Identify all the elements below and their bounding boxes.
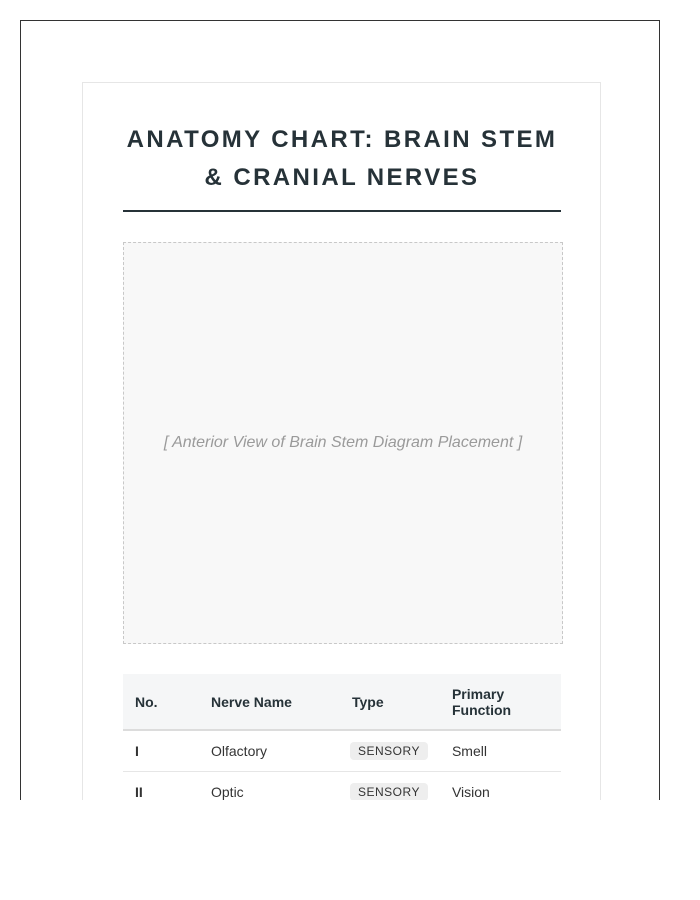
diagram-placeholder-text: [ Anterior View of Brain Stem Diagram Placement ]	[163, 434, 523, 451]
header-type: Type	[340, 674, 440, 730]
anatomy-chart-card	[82, 82, 601, 800]
type-badge: SENSORY	[350, 742, 428, 760]
nerve-function: Smell	[440, 730, 561, 771]
nerve-type-cell	[340, 771, 440, 800]
table-row	[123, 730, 561, 771]
nerve-type-cell	[340, 730, 440, 771]
page-title: ANATOMY CHART: BRAIN STEM & CRANIAL NERVES	[126, 126, 558, 191]
diagram-placeholder	[123, 242, 563, 644]
nerve-name: Olfactory	[199, 730, 340, 771]
header-primary-function: Primary Function	[440, 674, 561, 730]
type-badge: SENSORY	[350, 783, 428, 801]
nerve-number: II	[123, 771, 199, 800]
header-no: No.	[123, 674, 199, 730]
nerve-name: Optic	[199, 771, 340, 800]
nerve-function: Vision	[440, 771, 561, 800]
table-header-row	[123, 674, 561, 730]
title-divider	[123, 210, 561, 212]
header-nerve-name: Nerve Name	[199, 674, 340, 730]
page-frame	[20, 20, 660, 800]
table-row	[123, 771, 561, 800]
nerve-number: I	[123, 730, 199, 771]
cranial-nerves-table	[123, 674, 561, 800]
